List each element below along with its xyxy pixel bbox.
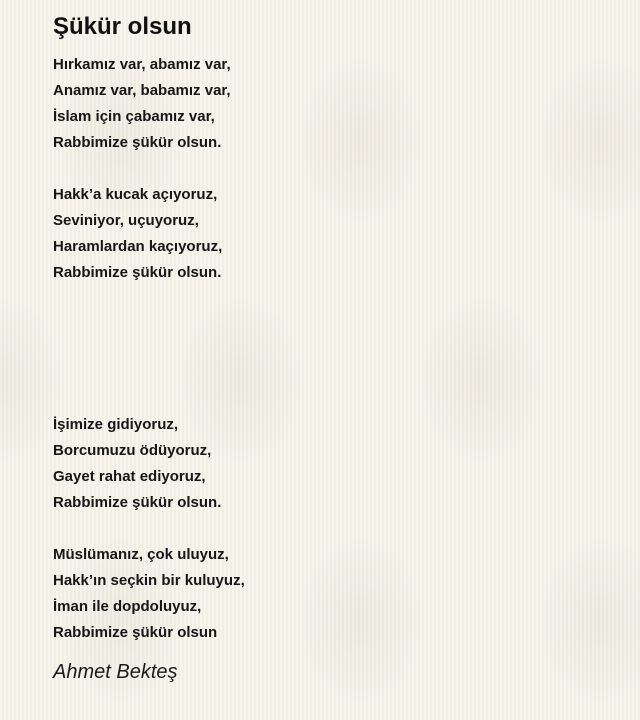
stanza-1 — [53, 52, 231, 156]
poem-line: Haramlardan kaçıyoruz, — [53, 238, 223, 255]
poem-author: Ahmet Bekteş — [53, 661, 178, 683]
poem-line: Gayet rahat ediyoruz, — [53, 468, 206, 485]
poem-line: Borcumuzu ödüyoruz, — [53, 442, 212, 459]
poem-line: İşimize gidiyoruz, — [53, 416, 179, 433]
poem-line: Hakk’ın seçkin bir kuluyuz, — [53, 572, 245, 589]
poem-line: Rabbimize şükür olsun. — [53, 134, 222, 151]
poem-title: Şükür olsun — [53, 13, 192, 40]
stanza-3 — [53, 412, 221, 516]
poem-line: Hırkamız var, abamız var, — [53, 56, 231, 73]
poem-line: Anamız var, babamız var, — [53, 82, 231, 99]
poem-line: İman ile dopdoluyuz, — [53, 598, 202, 615]
poem-line: Hakk’a kucak açıyoruz, — [53, 186, 218, 203]
poem-line: Rabbimize şükür olsun. — [53, 264, 222, 281]
poem-line: Rabbimize şükür olsun — [53, 624, 218, 641]
poem-line: Rabbimize şükür olsun. — [53, 494, 222, 511]
poem-line: Müslümanız, çok uluyuz, — [53, 546, 229, 563]
poem-line: İslam için çabamız var, — [53, 108, 215, 125]
stanza-2 — [53, 182, 222, 286]
stanza-4 — [53, 542, 245, 646]
poem-line: Seviniyor, uçuyoruz, — [53, 212, 199, 229]
